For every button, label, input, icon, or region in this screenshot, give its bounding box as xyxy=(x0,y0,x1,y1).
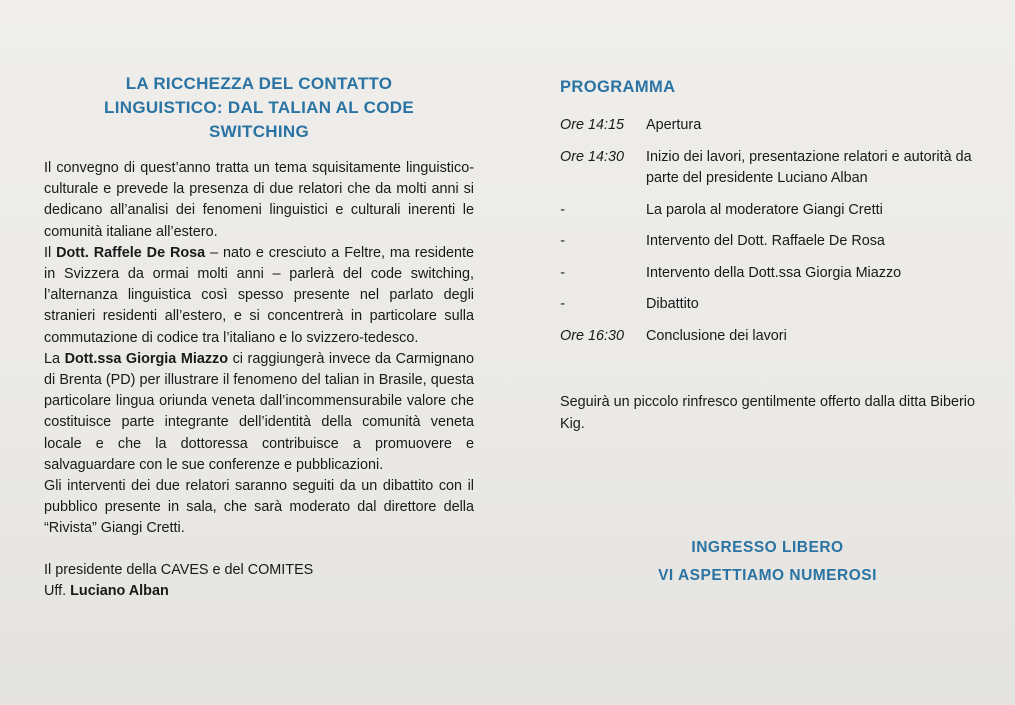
program-item xyxy=(560,326,975,348)
program-time: Ore 14:30 xyxy=(560,148,624,165)
closing-line-2: VI ASPETTIAMO NUMEROSI xyxy=(658,567,877,584)
event-title-line-1: LA RICCHEZZA DEL CONTATTO xyxy=(125,74,393,93)
program-time: - xyxy=(560,264,565,281)
program-time: Ore 16:30 xyxy=(560,327,624,344)
program-item xyxy=(560,200,975,222)
speaker-1-pre: Il xyxy=(44,244,57,261)
speaker-2-text: ci raggiungerà invece da Carmignano di Brenta (PD) per illustrare il fenomeno del talian in Brasile, questa particolare lingua oriunda veneta dall’incommensurabile valore che costituisce parte integrante dell’identità della comunità veneta locale e che la dottoressa contribuisce a promuovere e salvaguardare con le sue conferenze e pubblicazioni. xyxy=(44,350,474,473)
program-item xyxy=(560,115,975,137)
program-time: Ore 14:15 xyxy=(560,117,624,133)
program-desc: Dibattito xyxy=(646,296,699,312)
program-desc: Intervento del Dott. Raffaele De Rosa xyxy=(646,233,885,249)
right-column xyxy=(560,78,975,435)
speaker-1-paragraph xyxy=(44,243,474,349)
speaker-1-text: – nato e cresciuto a Feltre, ma residente in Svizzera da ormai molti anni – parlerà del code switching, l’alternanza linguistica così spesso presente nel parlato degli stranieri residenti all’estero, e si concentrerà in particolare sulla commutazione di codice tra l’italiano e lo svizzero-tedesco. xyxy=(44,244,474,346)
refreshment-note: Seguirà un piccolo rinfresco gentilmente offerto dalla ditta Biberio Kig. xyxy=(560,394,975,432)
program-desc: Inizio dei lavori, presentazione relatori e autorità da parte del presidente Luciano Alban xyxy=(646,148,972,186)
event-title-line-2: LINGUISTICO: DAL TALIAN AL CODE xyxy=(104,98,414,117)
program-item xyxy=(560,294,975,316)
closing-block xyxy=(560,534,975,590)
program-time: - xyxy=(560,296,565,312)
program-item xyxy=(560,231,975,253)
program-time: - xyxy=(560,233,565,249)
speaker-2-pre: La xyxy=(44,350,65,367)
signature-line xyxy=(44,581,474,602)
program-item xyxy=(560,263,975,285)
signature-role: Il presidente della CAVES e del COMITES xyxy=(44,561,314,578)
program-item xyxy=(560,147,975,190)
event-title xyxy=(44,72,474,144)
signature-block xyxy=(44,560,474,602)
program-time: - xyxy=(560,201,565,218)
program-desc: Conclusione dei lavori xyxy=(646,327,787,344)
program-desc: Intervento della Dott.ssa Giorgia Miazzo xyxy=(646,264,902,281)
program-desc: La parola al moderatore Giangi Cretti xyxy=(646,201,883,218)
program-title: PROGRAMMA xyxy=(560,78,676,96)
left-column xyxy=(44,72,474,602)
program-desc: Apertura xyxy=(646,117,702,133)
signature-prefix: Uff. xyxy=(44,582,71,599)
closing-line-1: INGRESSO LIBERO xyxy=(691,539,844,556)
debate-paragraph: Gli interventi dei due relatori saranno seguiti da un dibattito con il pubblico presente in sala, che sarà moderato dal direttore della “Rivista” Giangi Cretti. xyxy=(44,478,474,537)
speaker-1-name: Dott. Raffele De Rosa xyxy=(56,244,206,261)
event-title-line-3: SWITCHING xyxy=(209,122,309,141)
intro-paragraph: Il convegno di quest’anno tratta un tema squisitamente linguistico-culturale e prevede la presenza di due relatori che da molti anni si dedicano all’analisi dei fenomeni linguistici e culturali inerenti le comunità italiane all’estero. xyxy=(44,160,474,240)
speaker-2-paragraph xyxy=(44,349,474,476)
signature-name: Luciano Alban xyxy=(70,582,169,599)
speaker-2-name: Dott.ssa Giorgia Miazzo xyxy=(64,350,229,367)
